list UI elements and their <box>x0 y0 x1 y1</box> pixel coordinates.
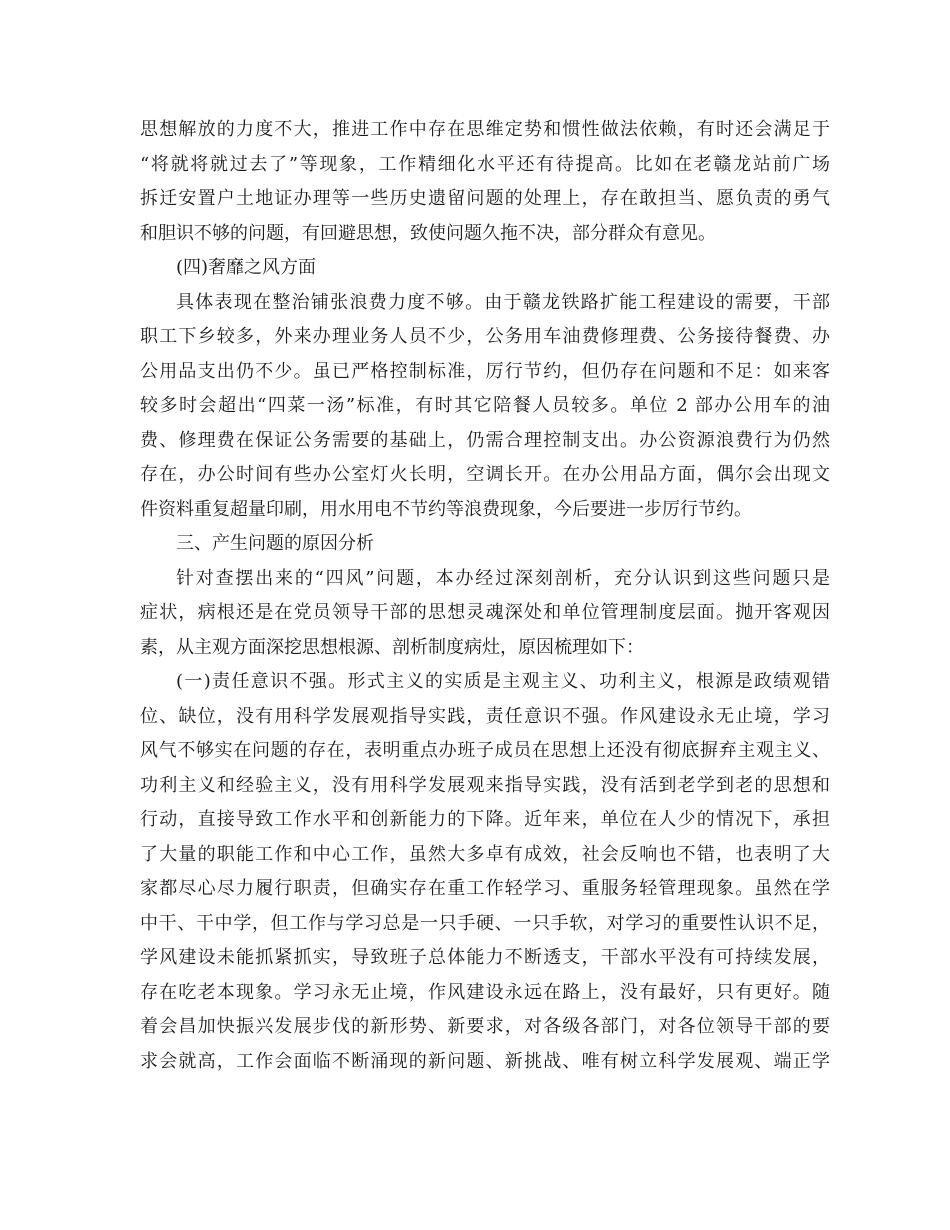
text-line: “将就将就过去了”等现象，工作精细化水平还有待提高。比如在老赣龙站前广场 <box>140 153 830 175</box>
text-line: 拆迁安置户土地证办理等一些历史遗留问题的处理上，存在敢担当、愿负责的勇气 <box>140 188 830 209</box>
text-line: 具体表现在整治铺张浪费力度不够。由于赣龙铁路扩能工程建设的需要，干部 <box>176 291 830 313</box>
text-line: 中干、干中学，但工作与学习总是一只手硬、一只手软，对学习的重要性认识不足， <box>140 912 830 934</box>
text-line: 症状，病根还是在党员领导干部的思想灵魂深处和单位管理制度层面。抛开客观因 <box>140 602 830 623</box>
text-line: 公用品支出仍不少。虽已严格控制标准，厉行节约，但仍存在问题和不足：如来客 <box>140 360 830 382</box>
text-line: 职工下乡较多，外来办理业务人员不少，公务用车油费修理费、公务接待餐费、办 <box>140 326 830 347</box>
text-line: (四)奢靡之风方面 <box>176 257 317 278</box>
text-line: 位、缺位，没有用科学发展观指导实践，责任意识不强。作风建设永无止境，学习 <box>140 705 830 727</box>
text-line: 费、修理费在保证公务需要的基础上，仍需合理控制支出。办公资源浪费行为仍然 <box>140 429 830 451</box>
text-line: 了大量的职能工作和中心工作，虽然大多卓有成效，社会反响也不错，也表明了大 <box>140 843 830 865</box>
text-line: 着会昌加快振兴发展步伐的新形势、新要求，对各级各部门，对各位领导干部的要 <box>140 1016 830 1037</box>
text-line: 行动，直接导致工作水平和创新能力的下降。近年来，单位在人少的情况下，承担 <box>140 809 830 830</box>
text-line: 和胆识不够的问题，有回避思想，致使问题久拖不决，部分群众有意见。 <box>140 222 716 244</box>
text-line: 件资料重复超量印刷，用水用电不节约等浪费现象，今后要进一步厉行节约。 <box>140 498 752 520</box>
text-line: 求会就高，工作会面临不断涌现的新问题、新挑战、唯有树立科学发展观、端正学 <box>140 1050 830 1072</box>
text-line: 功利主义和经验主义，没有用科学发展观来指导实践，没有活到老学到老的思想和 <box>140 774 830 796</box>
text-line: 存在吃老本现象。学习永无止境，作风建设永远在路上，没有最好，只有更好。随 <box>140 981 830 1003</box>
text-line: 针对查摆出来的“四风”问题，本办经过深刻剖析，充分认识到这些问题只是 <box>176 567 830 589</box>
text-line: 素，从主观方面深挖思想根源、剖析制度病灶，原因梳理如下： <box>140 636 644 658</box>
text-line: 三、产生问题的原因分析 <box>176 533 374 554</box>
document-body <box>140 113 830 1079</box>
text-line: (一)责任意识不强。形式主义的实质是主观主义、功利主义，根源是政绩观错 <box>176 671 830 692</box>
text-line: 思想解放的力度不大，推进工作中存在思维定势和惯性做法依赖，有时还会满足于 <box>140 119 830 140</box>
text-line: 较多时会超出“四菜一汤”标准，有时其它陪餐人员较多。单位 2 部办公用车的油 <box>140 395 830 416</box>
text-line: 风气不够实在问题的存在，表明重点办班子成员在思想上还没有彻底摒弃主观主义、 <box>140 740 830 761</box>
text-line: 存在，办公时间有些办公室灯火长明，空调长开。在办公用品方面，偶尔会出现文 <box>140 464 830 485</box>
text-line: 学风建设未能抓紧抓实，导致班子总体能力不断透支，干部水平没有可持续发展， <box>140 947 830 968</box>
text-line: 家都尽心尽力履行职责，但确实存在重工作轻学习、重服务轻管理现象。虽然在学 <box>140 878 830 899</box>
